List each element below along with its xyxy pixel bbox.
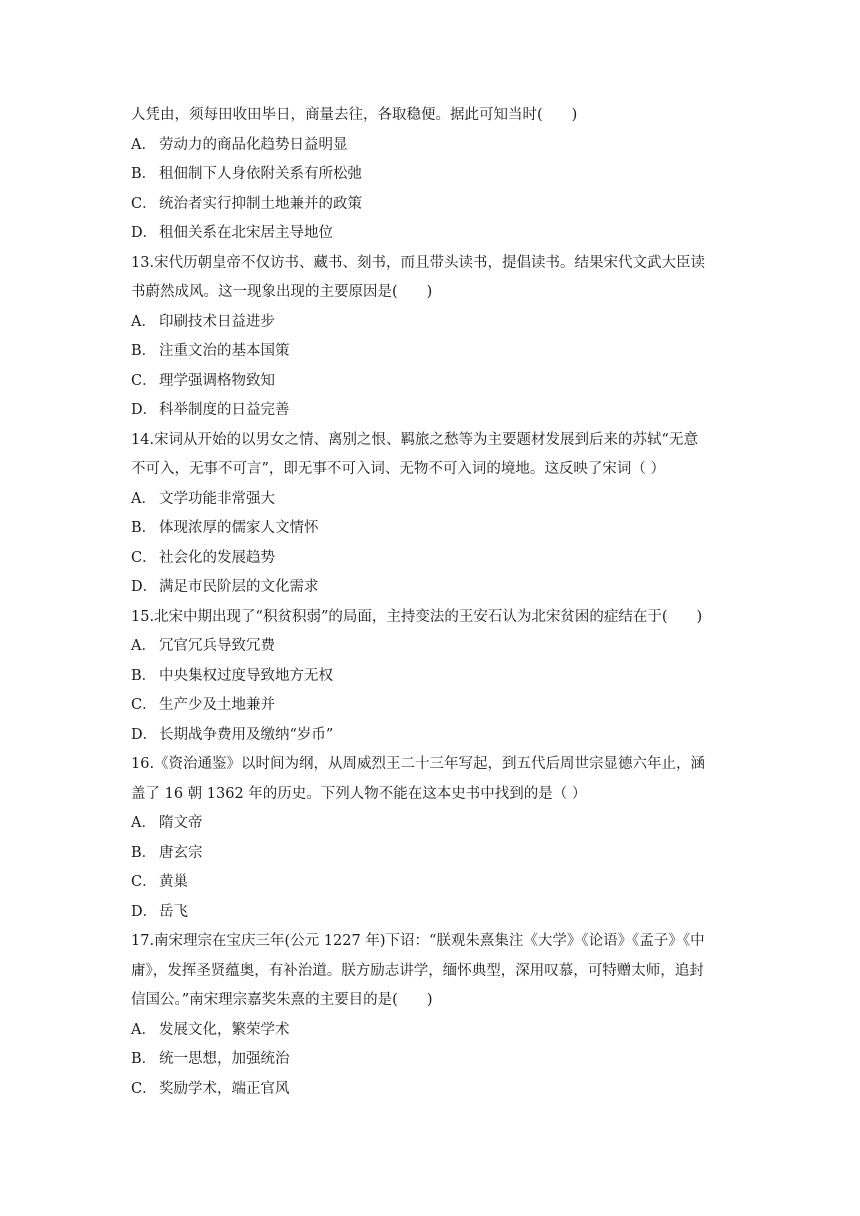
answer-option bbox=[131, 337, 731, 367]
answer-option bbox=[131, 632, 731, 662]
option-text: 长期战争费用及缴纳“岁币” bbox=[159, 726, 334, 743]
answer-option bbox=[131, 1045, 731, 1075]
answer-option bbox=[131, 396, 731, 426]
option-text: 科举制度的日益完善 bbox=[159, 402, 290, 418]
option-text: 黄巢 bbox=[159, 874, 188, 890]
question-line: 15.北宋中期出现了“积贫积弱”的局面，主持变法的王安石认为北宋贫困的症结在于( ) bbox=[131, 608, 703, 625]
option-text: 生产少及土地兼并 bbox=[159, 697, 275, 713]
answer-option bbox=[131, 308, 731, 338]
question-line: 人凭由，须每田收田毕日，商量去往，各取稳便。据此可知当时( ) bbox=[131, 107, 578, 123]
answer-option bbox=[131, 367, 731, 397]
option-text: 奖励学术，端正官风 bbox=[159, 1080, 290, 1097]
option-text: 唐玄宗 bbox=[159, 844, 203, 861]
option-letter: A． bbox=[131, 638, 156, 654]
option-text: 租佃制下人身依附关系有所松弛 bbox=[159, 166, 362, 182]
option-text: 中央集权过度导致地方无权 bbox=[159, 667, 333, 684]
option-letter: D． bbox=[131, 402, 158, 418]
answer-option bbox=[131, 573, 731, 603]
option-letter: C． bbox=[131, 874, 157, 890]
option-letter: B． bbox=[131, 1051, 157, 1067]
option-letter: B． bbox=[131, 343, 157, 359]
option-letter: A． bbox=[131, 136, 156, 153]
answer-option bbox=[131, 691, 731, 721]
option-letter: B． bbox=[131, 520, 157, 536]
option-text: 满足市民阶层的文化需求 bbox=[159, 579, 319, 595]
option-letter: A． bbox=[131, 1021, 156, 1038]
answer-option bbox=[131, 868, 731, 898]
answer-option bbox=[131, 898, 731, 928]
answer-option bbox=[131, 1016, 731, 1046]
question-line: 14.宋词从开始的以男女之情、离别之恨、羁旅之愁等为主要题材发展到后来的苏轼“无意 bbox=[131, 431, 698, 448]
option-text: 租佃关系在北宋居主导地位 bbox=[159, 225, 333, 241]
question-line: 庸》，发挥圣贤蕴奥，有补治道。朕方励志讲学，缅怀典型，深用叹慕，可特赠太师，追封 bbox=[131, 962, 704, 979]
option-text: 体现浓厚的儒家人文情怀 bbox=[159, 520, 319, 536]
option-letter: C． bbox=[131, 549, 157, 566]
question-line: 17.南宋理宗在宝庆三年(公元 1227 年)下诏：“朕观朱熹集注《大学》《论语》《孟子》《中 bbox=[131, 933, 705, 949]
answer-option bbox=[131, 809, 731, 839]
option-letter: B． bbox=[131, 166, 157, 182]
option-letter: C． bbox=[131, 1080, 157, 1097]
question-line: 信国公。”南宋理宗嘉奖朱熹的主要目的是( ) bbox=[131, 992, 433, 1008]
question-line: 不可入，无事不可言”，即无事不可入词、无物不可入词的境地。这反映了宋词（ ） bbox=[131, 461, 666, 477]
answer-option bbox=[131, 839, 731, 869]
option-letter: D． bbox=[131, 579, 158, 595]
answer-option bbox=[131, 721, 731, 751]
option-text: 理学强调格物致知 bbox=[159, 372, 275, 389]
option-text: 冗官冗兵导致冗费 bbox=[159, 638, 275, 654]
answer-option bbox=[131, 514, 731, 544]
option-text: 岳飞 bbox=[159, 903, 188, 920]
answer-option bbox=[131, 190, 731, 220]
question-line: 盖了 16 朝 1362 年的历史。下列人物不能在这本史书中找到的是（ ） bbox=[131, 785, 587, 802]
option-text: 社会化的发展趋势 bbox=[159, 549, 275, 566]
question-text-block bbox=[131, 101, 731, 1104]
option-letter: C． bbox=[131, 372, 157, 389]
option-letter: D． bbox=[131, 903, 158, 920]
option-letter: C． bbox=[131, 697, 157, 713]
option-text: 文学功能非常强大 bbox=[159, 490, 275, 507]
option-letter: D． bbox=[131, 726, 158, 743]
question-line: 13.宋代历朝皇帝不仅访书、藏书、刻书，而且带头读书，提倡读书。结果宋代文武大臣读 bbox=[131, 254, 706, 271]
answer-option bbox=[131, 662, 731, 692]
option-letter: A． bbox=[131, 490, 156, 507]
option-text: 印刷技术日益进步 bbox=[159, 313, 275, 330]
option-letter: D． bbox=[131, 225, 158, 241]
question-line: 16.《资治通鉴》以时间为纲，从周威烈王二十三年写起，到五代后周世宗显德六年止，涵 bbox=[131, 756, 706, 772]
answer-option bbox=[131, 1075, 731, 1105]
option-letter: A． bbox=[131, 313, 156, 330]
option-letter: B． bbox=[131, 667, 157, 684]
option-text: 劳动力的商品化趋势日益明显 bbox=[159, 136, 348, 153]
option-text: 统治者实行抑制土地兼并的政策 bbox=[159, 195, 362, 212]
answer-option bbox=[131, 544, 731, 574]
option-letter: C． bbox=[131, 195, 157, 212]
option-text: 发展文化，繁荣学术 bbox=[159, 1021, 290, 1038]
answer-option bbox=[131, 160, 731, 190]
answer-option bbox=[131, 131, 731, 161]
option-letter: B． bbox=[131, 844, 157, 861]
question-line: 书蔚然成风。这一现象出现的主要原因是( ) bbox=[131, 284, 433, 300]
option-text: 统一思想，加强统治 bbox=[159, 1051, 290, 1067]
answer-option bbox=[131, 219, 731, 249]
option-letter: A． bbox=[131, 815, 156, 831]
option-text: 隋文帝 bbox=[159, 815, 203, 831]
option-text: 注重文治的基本国策 bbox=[159, 343, 290, 359]
answer-option bbox=[131, 485, 731, 515]
